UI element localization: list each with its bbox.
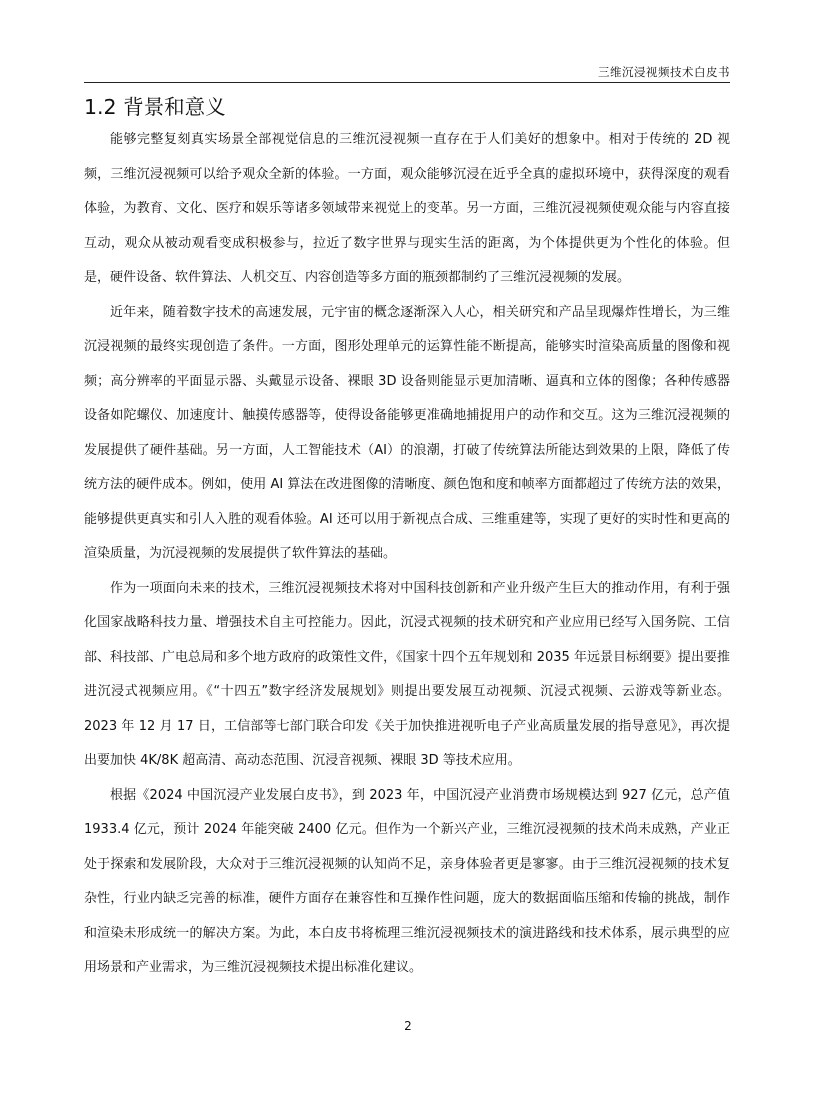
section-title: 1.2 背景和意义 <box>84 95 226 119</box>
paragraph-1: 能够完整复刻真实场景全部视觉信息的三维沉浸视频一直存在于人们美好的想象中。相对于传统的 2D 视频，三维沉浸视频可以给予观众全新的体验。一方面，观众能够沉浸在近乎全真的虚拟环境中，获得深度的观看体验，为教育、文化、医疗和娱乐等诸多领域带来视觉上的变革。另一方面，三维沉浸视频使观众能与内容直接互动，观众从被动观看变成积极参与，拉近了数字世界与现实生活的距离，为个体提供更为个性化的体验。但是，硬件设备、软件算法、人机交互、内容创造等多方面的瓶颈都制约了三维沉浸视频的发展。 <box>84 132 730 285</box>
running-header-title: 三维沉浸视频技术白皮书 <box>598 65 730 79</box>
paragraph-2: 近年来，随着数字技术的高速发展，元宇宙的概念逐渐深入人心，相关研究和产品呈现爆炸性增长，为三维沉浸视频的最终实现创造了条件。一方面，图形处理单元的运算性能不断提高，能够实时渲染高质量的图像和视频；高分辨率的平面显示器、头戴显示设备、裸眼 3D 设备则能显示更加清晰、逼真和立体的图像；各种传感器设备如陀螺仪、加速度计、触摸传感器等，使得设备能够更准确地捕捉用户的动作和交互。这为三维沉浸视频的发展提供了硬件基础。另一方面，人工智能技术（AI）的浪潮，打破了传统算法所能达到效果的上限，降低了传统方法的硬件成本。例如，使用 AI 算法在改进图像的清晰度、颜色饱和度和帧率方面都超过了传统方法的效果，能够提供更真实和引人入胜的观看体验。AI 还可以用于新视点合成、三维重建等，实现了更好的实时性和更高的渲染质量，为沉浸视频的发展提供了软件算法的基础。 <box>84 304 730 561</box>
page-number: 2 <box>404 1019 412 1033</box>
running-header <box>84 62 730 83</box>
paragraph-4: 根据《2024 中国沉浸产业发展白皮书》，到 2023 年，中国沉浸产业消费市场规模达到 927 亿元，总产值 1933.4 亿元，预计 2024 年能突破 2400 亿元。但作为一个新兴产业，三维沉浸视频的技术尚未成熟，产业正处于探索和发展阶段，大众对于三维沉浸视频的认知尚不足，亲身体验者更是寥寥。由于三维沉浸视频的技术复杂性，行业内缺乏完善的标准，硬件方面存在兼容性和互操作性问题，庞大的数据面临压缩和传输的挑战，制作和渲染未形成统一的解决方案。为此，本白皮书将梳理三维沉浸视频技术的演进路线和技术体系，展示典型的应用场景和产业需求，为三维沉浸视频技术提出标准化建议。 <box>84 787 730 975</box>
body-text <box>84 123 730 986</box>
paragraph-3: 作为一项面向未来的技术，三维沉浸视频技术将对中国科技创新和产业升级产生巨大的推动作用，有利于强化国家战略科技力量、增强技术自主可控能力。因此，沉浸式视频的技术研究和产业应用已经写入国务院、工信部、科技部、广电总局和多个地方政府的政策性文件，《国家十四个五年规划和 2035 年远景目标纲要》提出要推进沉浸式视频应用。《“十四五”数字经济发展规划》则提出要发展互动视频、沉浸式视频、云游戏等新业态。2023 年 12 月 17 日，工信部等七部门联合印发《关于加快推进视听电子产业高质量发展的指导意见》，再次提出要加快 4K/8K 超高清、高动态范围、沉浸音视频、裸眼 3D 等技术应用。 <box>84 580 730 768</box>
